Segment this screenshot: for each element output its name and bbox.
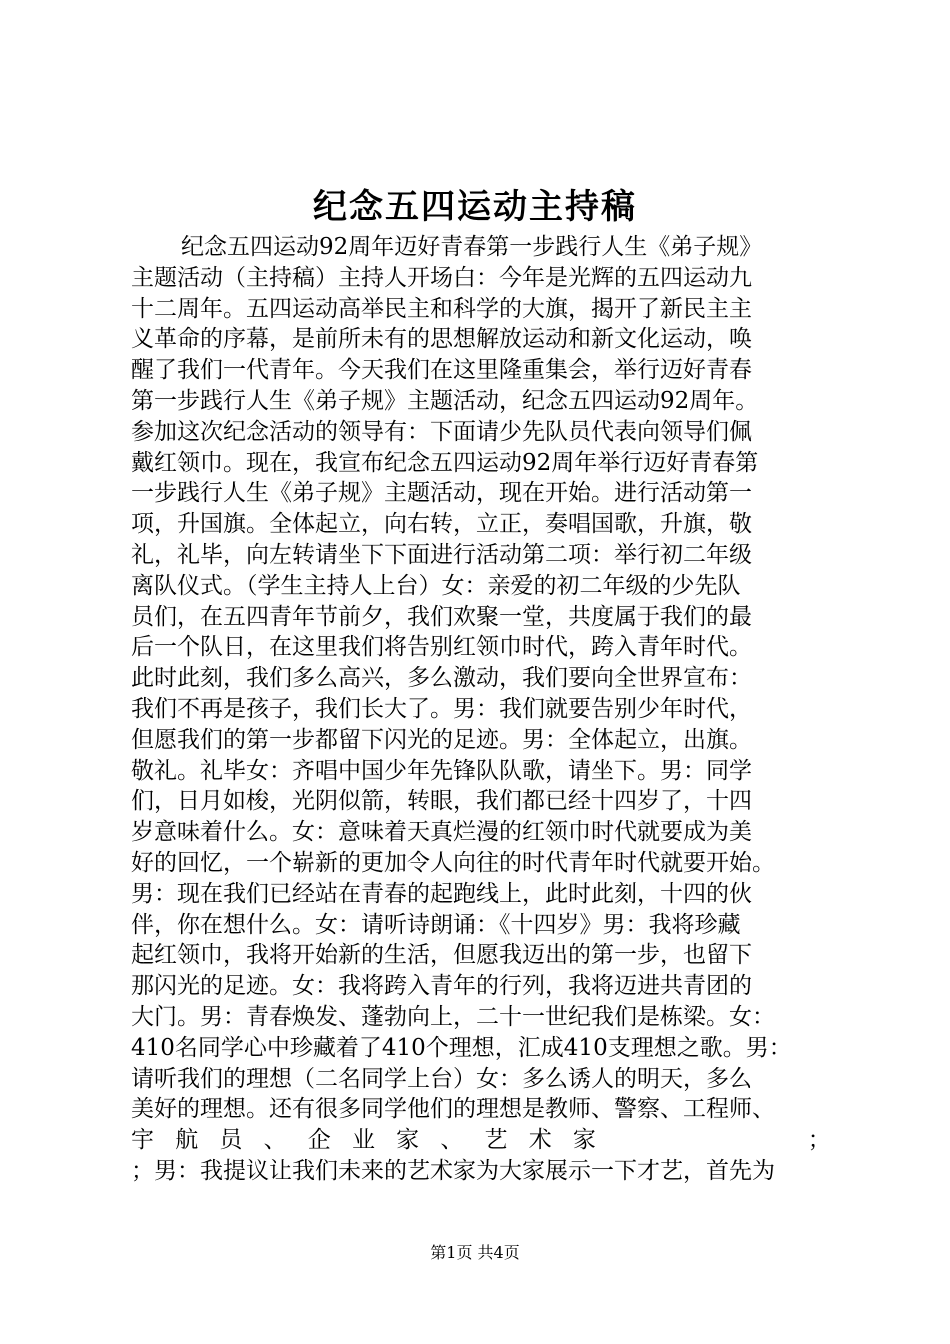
body-line: 项，升国旗。全体起立，向右转，立正，奏唱国歌，升旗，敬 [131, 511, 752, 538]
body-line: 请听我们的理想（二名同学上台）女：多么诱人的明天，多么 [131, 1065, 752, 1092]
body-line: 主题活动（主持稿）主持人开场白：今年是光辉的五四运动九 [131, 264, 752, 291]
spread-char: 航 [175, 1127, 199, 1154]
body-line: 礼，礼毕，向左转请坐下下面进行活动第二项：举行初二年级 [131, 541, 752, 568]
body-line: 大门。男：青春焕发、蓬勃向上，二十一世纪我们是栋梁。女： [131, 1003, 775, 1030]
document-title: 纪念五四运动主持稿 [313, 187, 637, 227]
body-line: 起红领巾，我将开始新的生活，但愿我迈出的第一步，也留下 [131, 942, 752, 969]
body-line: 第一步践行人生《弟子规》主题活动，纪念五四运动92周年。 [131, 387, 759, 414]
body-line: 我们不再是孩子，我们长大了。男：我们就要告别少年时代， [131, 695, 752, 722]
spread-char: 企 [307, 1127, 331, 1154]
spread-char: 术 [528, 1127, 552, 1154]
body-line: 后一个队日，在这里我们将告别红领巾时代，跨入青年时代。 [131, 634, 752, 661]
page-footer: 第1页 共4页 [430, 1243, 520, 1262]
body-line: 员们，在五四青年节前夕，我们欢聚一堂，共度属于我们的最 [131, 603, 752, 630]
body-line: 十二周年。五四运动高举民主和科学的大旗，揭开了新民主主 [131, 295, 752, 322]
body-line: 义革命的序幕，是前所未有的思想解放运动和新文化运动，唤 [131, 326, 752, 353]
spread-char: 员 [219, 1127, 243, 1154]
body-line: 醒了我们一代青年。今天我们在这里隆重集会，举行迈好青春 [131, 357, 752, 384]
spread-char: 艺 [484, 1127, 508, 1154]
body-line: 那闪光的足迹。女：我将跨入青年的行列，我将迈进共青团的 [131, 973, 752, 1000]
spread-char: ； [807, 1127, 831, 1154]
body-line: 男：现在我们已经站在青春的起跑线上，此时此刻，十四的伙 [131, 880, 752, 907]
body-line: 但愿我们的第一步都留下闪光的足迹。男：全体起立，出旗。 [131, 726, 752, 753]
body-line: ；男：我提议让我们未来的艺术家为大家展示一下才艺，首先为 [131, 1157, 775, 1184]
body-line: 岁意味着什么。女：意味着天真烂漫的红领巾时代就要成为美 [131, 819, 752, 846]
spread-char: 、 [440, 1127, 464, 1154]
spread-char: 、 [263, 1127, 287, 1154]
document-body [131, 232, 831, 1187]
spread-char: 家 [572, 1127, 596, 1154]
body-line: 参加这次纪念活动的领导有：下面请少先队员代表向领导们佩 [131, 418, 752, 445]
body-line-spread [131, 1125, 831, 1156]
spread-char: 宇 [131, 1127, 154, 1154]
body-line: 一步践行人生《弟子规》主题活动，现在开始。进行活动第一 [131, 480, 752, 507]
body-line: 们，日月如梭，光阴似箭，转眼，我们都已经十四岁了，十四 [131, 788, 752, 815]
body-line: 此时此刻，我们多么高兴，多么激动，我们要向全世界宣布： [131, 665, 752, 692]
spread-char: 家 [396, 1127, 420, 1154]
body-line: 敬礼。礼毕女：齐唱中国少年先锋队队歌，请坐下。男：同学 [131, 757, 752, 784]
body-line: 离队仪式。（学生主持人上台）女：亲爱的初二年级的少先队 [131, 572, 741, 599]
body-line: 美好的理想。还有很多同学他们的理想是教师、警察、工程师、 [131, 1096, 775, 1123]
body-line: 纪念五四运动92周年迈好青春第一步践行人生《弟子规》 [181, 234, 763, 260]
body-line: 410名同学心中珍藏着了410个理想，汇成410支理想之歌。男： [131, 1034, 792, 1061]
body-line: 伴，你在想什么。女：请听诗朗诵：《十四岁》男：我将珍藏 [131, 911, 741, 938]
body-line: 戴红领巾。现在，我宣布纪念五四运动92周年举行迈好青春第 [131, 449, 759, 476]
body-line: 好的回忆，一个崭新的更加令人向往的时代青年时代就要开始。 [131, 849, 775, 876]
spread-char: 业 [351, 1127, 375, 1154]
